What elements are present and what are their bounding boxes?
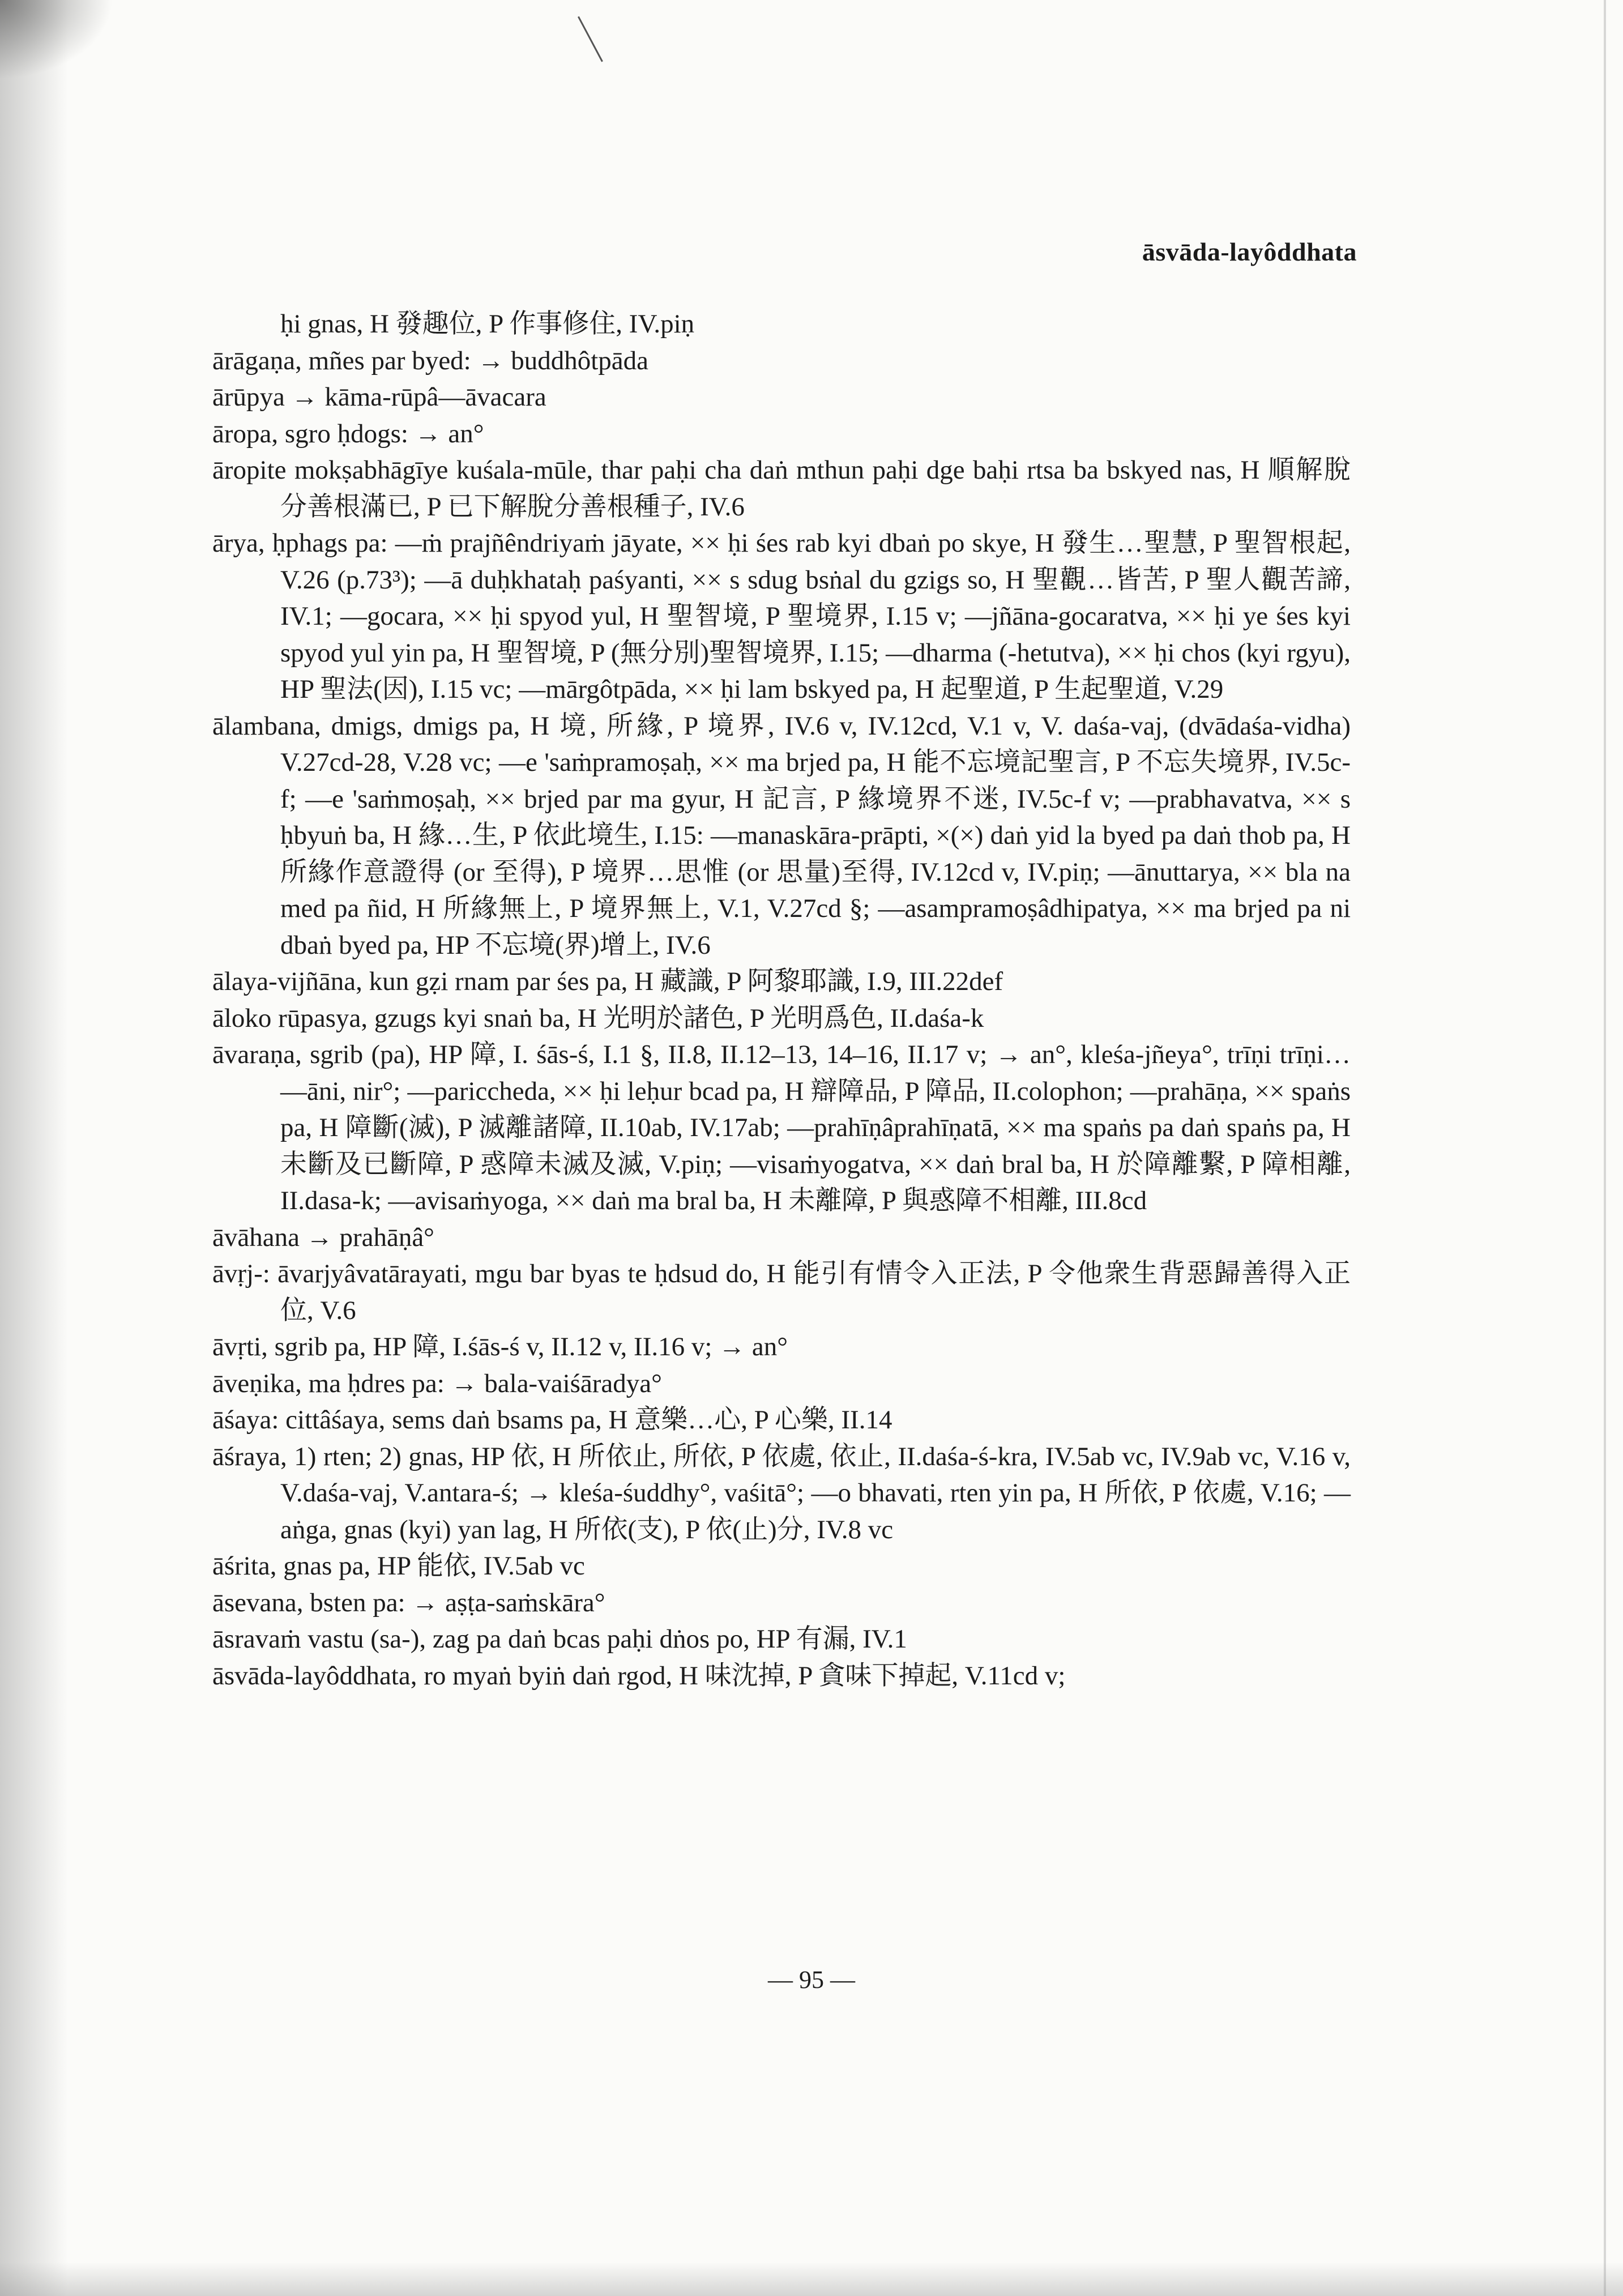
dictionary-entry: āropite mokṣabhāgīye kuśala-mūle, thar paḥi cha daṅ mthun paḥi dge baḥi rtsa ba bskyed nas, H 順解脫分善根滿已, P 已下解脫分善根種子, IV.6	[212, 455, 1351, 522]
dictionary-entry: āśrita, gnas pa, HP 能依, IV.5ab vc	[212, 1551, 585, 1581]
dictionary-entry: ārya, ḥphags pa: —ṁ prajñêndriyaṁ jāyate, ×× ḥi śes rab kyi dbaṅ po skye, H 發生…聖慧, P 聖智根起, V.26 (p.73³); —ā duḥkhataḥ paśyanti, ×× s sdug bsṅal du gzigs so, H 聖觀…皆苦, P 聖人觀苦諦, IV.1; —gocara, ×× ḥi spyod yul, H 聖智境, P 聖境界, I.15 v; —jñāna-gocaratva, ×× ḥi ye śes kyi spyod yul yin pa, H 聖智境, P (無分別)聖智境界, I.15; —dharma (-hetutva), ×× ḥi chos (kyi rgyu), HP 聖法(因), I.15 vc; —mārgôtpāda, ×× ḥi lam bskyed pa, H 起聖道, P 生起聖道, V.29	[212, 528, 1351, 704]
dictionary-entry: āvāhana → prahāṇâ°	[212, 1222, 434, 1252]
page-number: — 95 —	[768, 1966, 855, 1994]
dictionary-entry: āvaraṇa, sgrib (pa), HP 障, I. śās-ś, I.1 §, II.8, II.12–13, 14–16, II.17 v; → an°, kleśa-jñeya°, trīṇi trīṇi… —āni, nir°; —pariccheda, ×× ḥi leḥur bcad pa, H 辯障品, P 障品, II.colophon; —prahāṇa, ×× spaṅs pa, H 障斷(滅), P 滅離諸障, II.10ab, IV.17ab; —prahīṇâprahīṇatā, ×× ma spaṅs pa daṅ spaṅs pa, H 未斷及已斷障, P 惑障未滅及滅, V.piṇ; —visaṁyogatva, ×× daṅ bral ba, H 於障離繫, P 障相離, II.dasa-k; —avisaṁyoga, ×× daṅ ma bral ba, H 未離障, P 與惑障不相離, III.8cd	[212, 1040, 1351, 1215]
dictionary-entry: āsvāda-layôddhata, ro myaṅ byiṅ daṅ rgod, H 味沈掉, P 貪味下掉起, V.11cd v;	[212, 1661, 1066, 1691]
dictionary-entry: āvṛti, sgrib pa, HP 障, I.śās-ś v, II.12 v, II.16 v; → an°	[212, 1332, 788, 1362]
scan-edge-right	[1604, 0, 1606, 2296]
scan-shadow-left	[0, 0, 68, 2296]
dictionary-entry: āloko rūpasya, gzugs kyi snaṅ ba, H 光明於諸色, P 光明爲色, II.daśa-k	[212, 1003, 984, 1033]
dictionary-entry: āśaya: cittâśaya, sems daṅ bsams pa, H 意樂…心, P 心樂, II.14	[212, 1405, 892, 1435]
scan-corner-smudge	[0, 0, 113, 79]
dictionary-entry: āropa, sgro ḥdogs: → an°	[212, 419, 484, 449]
scan-scratch-mark	[578, 16, 603, 62]
dictionary-entry: ārāgaṇa, mñes par byed: → buddhôtpāda	[212, 345, 649, 375]
dictionary-entry: ḥi gnas, H 發趣位, P 作事修住, IV.piṇ	[280, 309, 695, 339]
dictionary-entry: ālambana, dmigs, dmigs pa, H 境, 所緣, P 境界, IV.6 v, IV.12cd, V.1 v, V. daśa-vaj, (dvādaśa-vidha) V.27cd-28, V.28 vc; —e 'saṁpramoṣaḥ, ×× ma brjed pa, H 能不忘境記聖言, P 不忘失境界, IV.5c-f; —e 'saṁmoṣaḥ, ×× brjed par ma gyur, H 記言, P 緣境界不迷, IV.5c-f v; —prabhavatva, ×× s ḥbyuṅ ba, H 緣…生, P 依此境生, I.15: —manaskāra-prāpti, ×(×) daṅ yid la byed pa daṅ thob pa, H 所緣作意證得 (or 至得), P 境界…思惟 (or 思量)至得, IV.12cd v, IV.piṇ; —ānuttarya, ×× bla na med pa ñid, H 所緣無上, P 境界無上, V.1, V.27cd §; —asampramoṣâdhipatya, ×× ma brjed pa ni dbaṅ byed pa, HP 不忘境(界)增上, IV.6	[212, 711, 1351, 960]
dictionary-entry: āśraya, 1) rten; 2) gnas, HP 依, H 所依止, 所依, P 依處, 依止, II.daśa-ś-kra, IV.5ab vc, IV.9ab vc, V.16 v, V.daśa-vaj, V.antara-ś; → kleśa-śuddhy°, vaśitā°; —o bhavati, rten yin pa, H 所依, P 依處, V.16; —aṅga, gnas (kyi) yan lag, H 所依(支), P 依(止)分, IV.8 vc	[212, 1441, 1351, 1544]
dictionary-entry: āveṇika, ma ḥdres pa: → bala-vaiśāradya°	[212, 1368, 662, 1398]
dictionary-entry: āsevana, bsten pa: → aṣṭa-saṁskāra°	[212, 1587, 605, 1618]
dictionary-entry: ālaya-vijñāna, kun gẓi rnam par śes pa, H 藏識, P 阿黎耶識, I.9, III.22def	[212, 967, 1003, 996]
dictionary-entry: ārūpya → kāma-rūpâ—āvacara	[212, 382, 546, 412]
scan-edge-bottom	[0, 2262, 1623, 2296]
entry-list	[212, 306, 1351, 1694]
dictionary-entry: āvṛj-: āvarjyâvatārayati, mgu bar byas te ḥdsud do, H 能引有情令入正法, P 令他衆生背惡歸善得入正位, V.6	[212, 1259, 1351, 1325]
dictionary-entry: āsravaṁ vastu (sa-), zag pa daṅ bcas paḥi dṅos po, HP 有漏, IV.1	[212, 1624, 907, 1654]
running-head: āsvāda-layôddhata	[1142, 237, 1357, 266]
